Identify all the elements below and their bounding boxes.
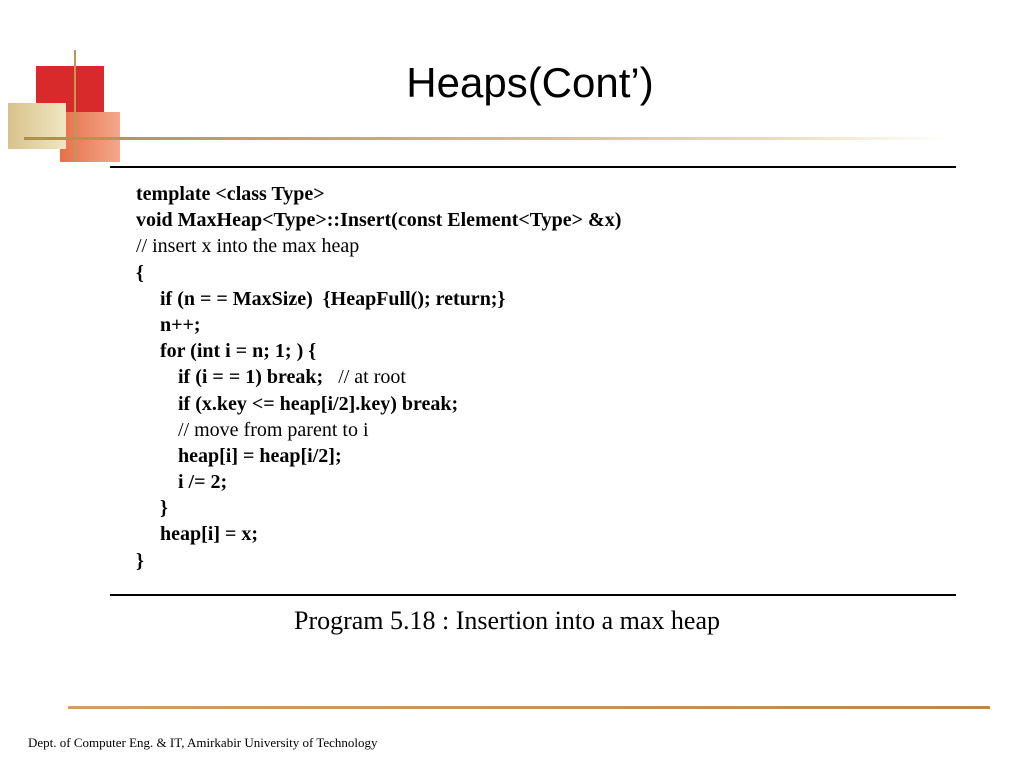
code-statement: } (160, 497, 168, 520)
code-line (136, 207, 946, 233)
code-statement: { (136, 261, 144, 284)
code-comment: // at root (338, 366, 406, 389)
code-line (136, 260, 946, 286)
code-line (136, 548, 946, 574)
code-comment: // insert x into the max heap (136, 235, 360, 258)
slide-logo-decoration (0, 0, 130, 170)
code-statement: if (i = = 1) break; (178, 366, 339, 389)
code-line (136, 286, 946, 312)
code-line (136, 364, 946, 390)
code-line (136, 181, 946, 207)
code-line (136, 417, 946, 443)
code-line (136, 338, 946, 364)
code-comment: // move from parent to i (178, 418, 369, 441)
slide-title: Heaps(Cont’) (406, 59, 654, 106)
code-statement: for (int i = n; 1; ) { (160, 340, 317, 363)
footer-text: Dept. of Computer Eng. & IT, Amirkabir University of Technology (28, 735, 378, 750)
decor-vertical-line (74, 50, 76, 162)
code-statement: } (136, 549, 144, 572)
code-statement: n++; (160, 313, 201, 336)
code-line (136, 312, 946, 338)
program-caption: Program 5.18 : Insertion into a max heap (293, 606, 721, 635)
code-statement: void MaxHeap<Type>::Insert(const Element<Type> &x) (136, 209, 622, 232)
code-line (136, 233, 946, 259)
decor-tan-square (8, 103, 66, 149)
code-statement: i /= 2; (178, 471, 228, 494)
code-bottom-rule (110, 594, 956, 596)
code-listing (136, 181, 946, 574)
code-statement: if (x.key <= heap[i/2].key) break; (178, 392, 459, 415)
footer-rule (68, 706, 990, 709)
code-line (136, 495, 946, 521)
code-statement: if (n = = MaxSize) {HeapFull(); return;} (160, 287, 506, 310)
code-statement: heap[i] = heap[i/2]; (178, 444, 342, 467)
code-top-rule (110, 166, 956, 168)
title-underline-rule (24, 137, 949, 140)
code-line (136, 469, 946, 495)
code-statement: heap[i] = x; (160, 523, 259, 546)
code-statement: template <class Type> (136, 183, 325, 205)
code-line (136, 391, 946, 417)
code-line (136, 443, 946, 469)
code-line (136, 521, 946, 547)
